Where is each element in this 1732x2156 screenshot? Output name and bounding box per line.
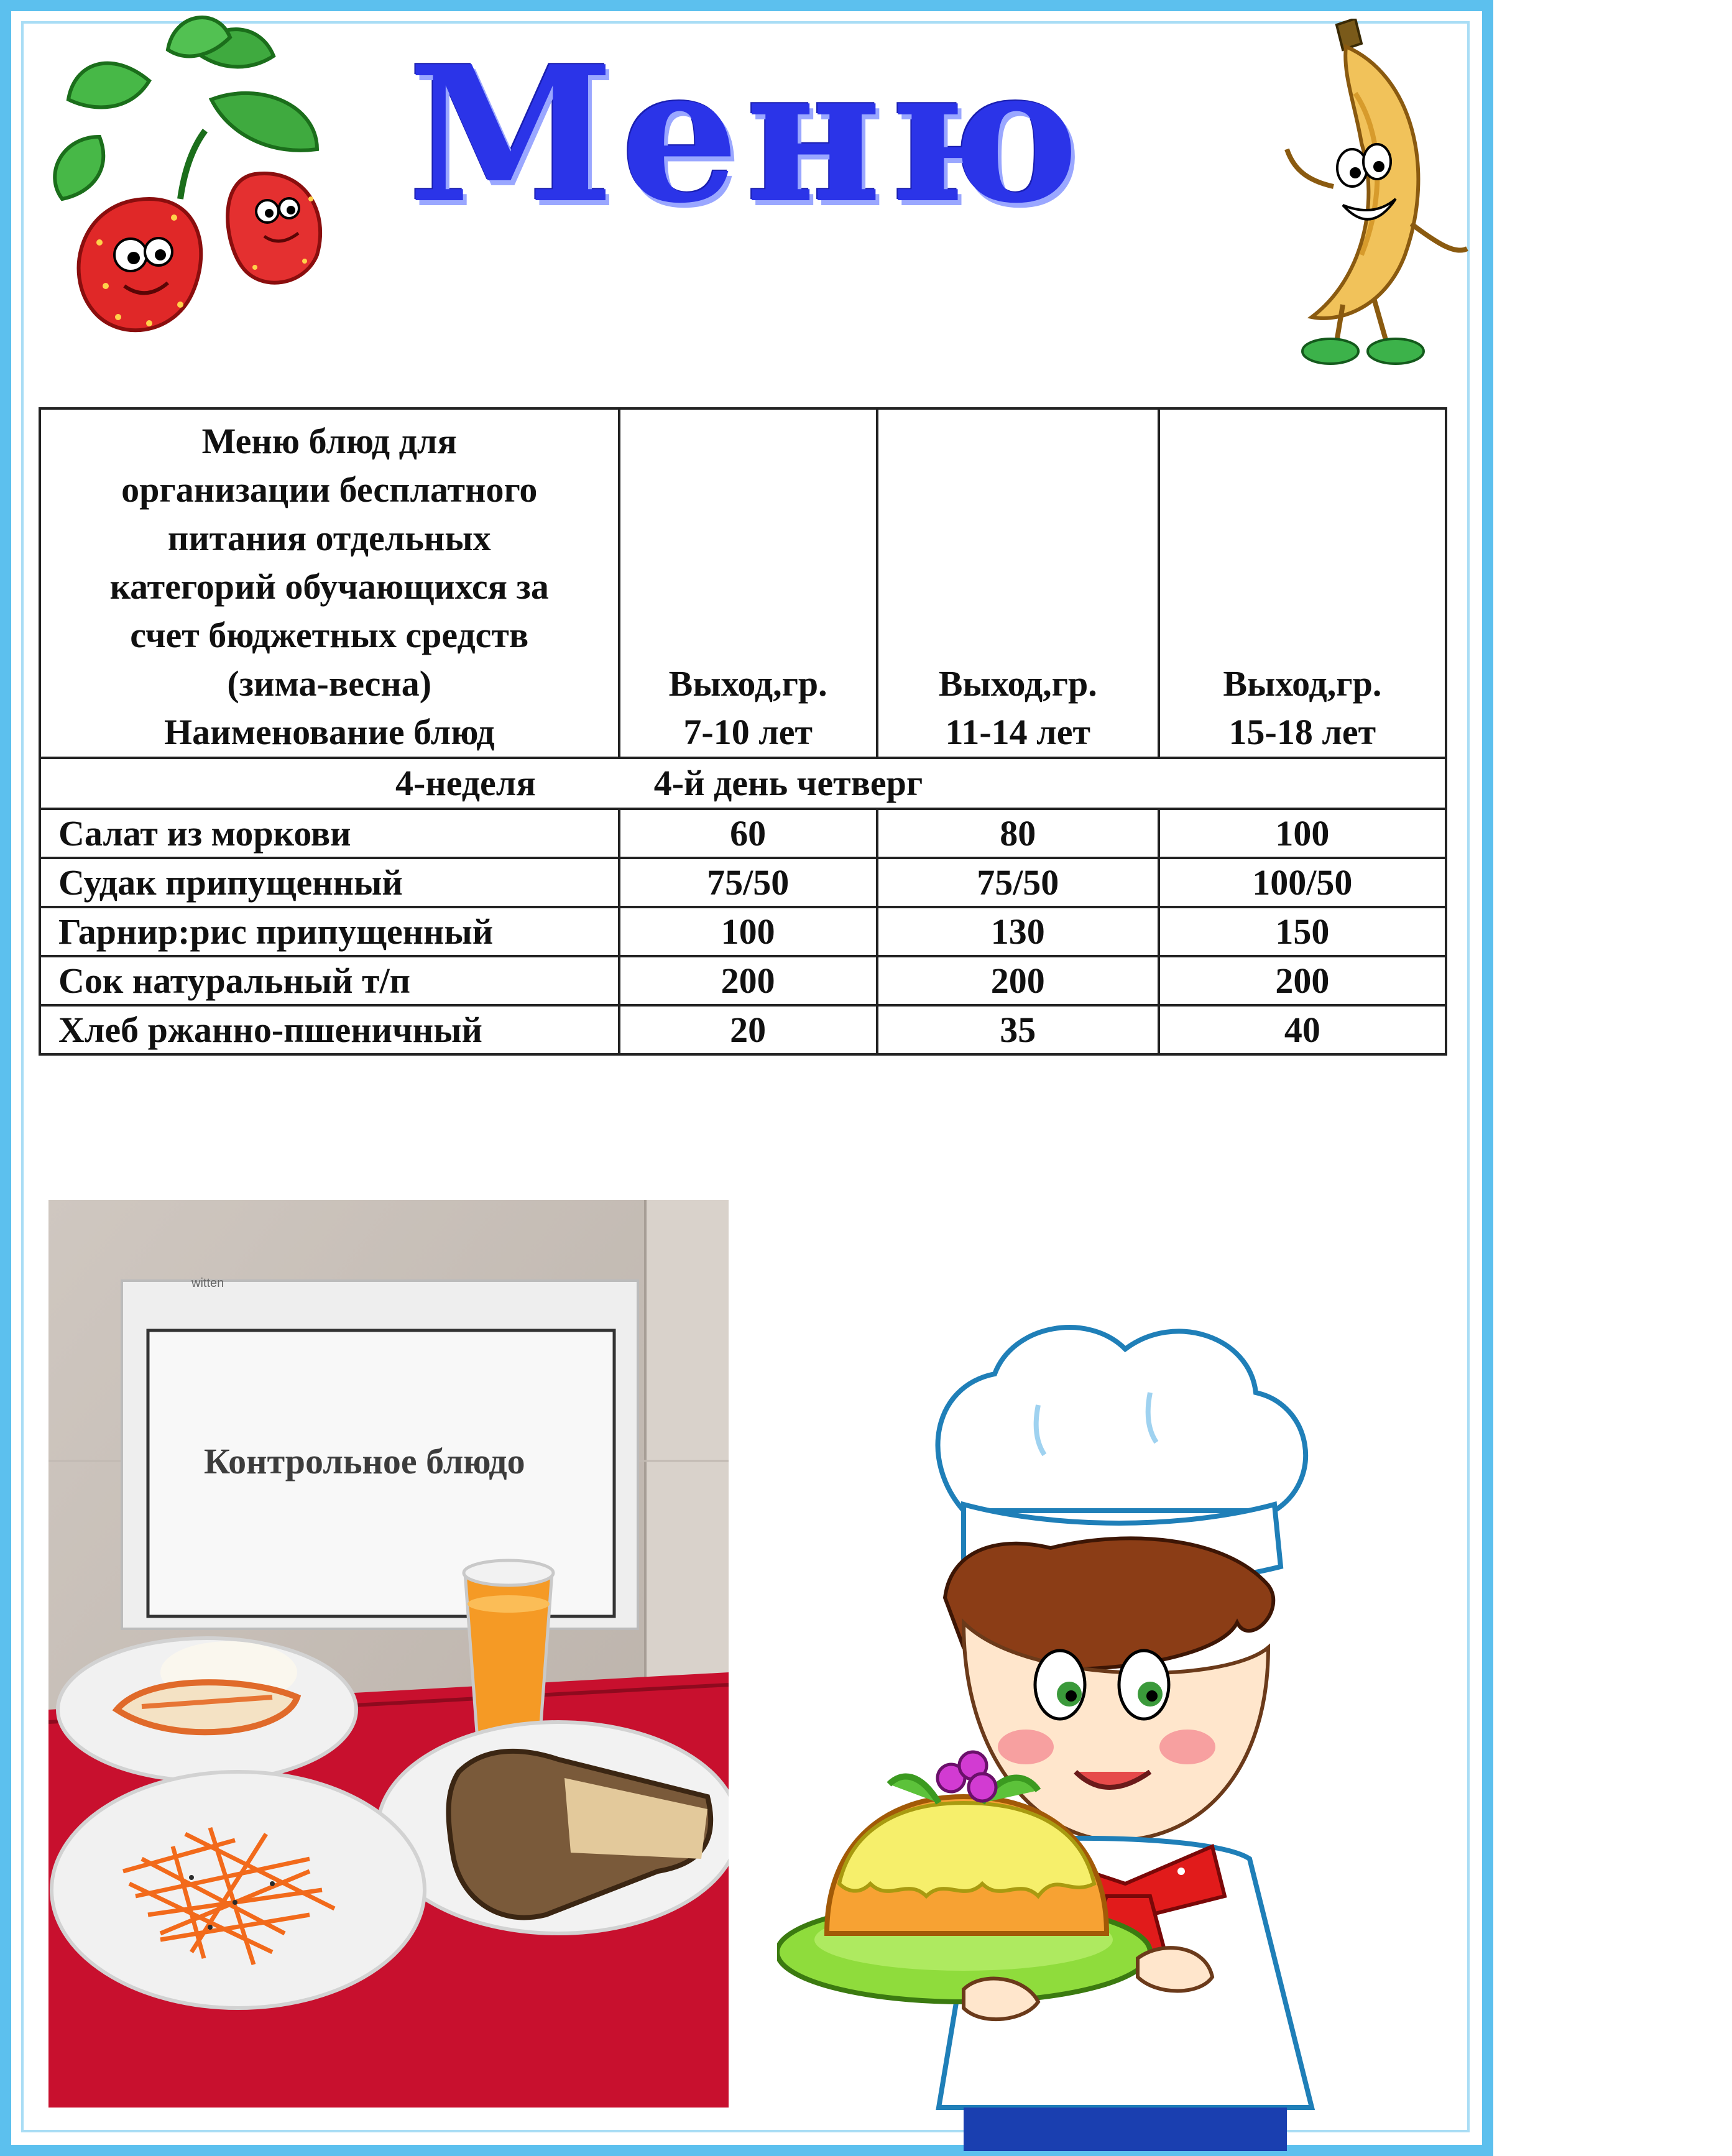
header-dish-name [40,408,619,758]
header-line: 7-10 лет [683,712,813,752]
dish-name: Хлеб ржанно-пшеничный [40,1005,619,1054]
portion-15-18: 100 [1159,809,1446,858]
portion-7-10: 75/50 [619,858,877,907]
table-header-row [40,408,1446,758]
table-row [40,809,1446,858]
sign-label: Контрольное блюдо [204,1441,525,1481]
portion-15-18: 40 [1159,1005,1446,1054]
portion-11-14: 200 [877,956,1159,1005]
portion-7-10: 200 [619,956,877,1005]
week-day-cell [40,758,1446,809]
table-row [40,858,1446,907]
portion-11-14: 130 [877,907,1159,956]
chef-boy-illustration [777,1299,1480,2151]
banana-illustration [1268,19,1480,379]
title-text: Меню [407,25,1086,244]
week-day-row [40,758,1446,809]
portion-7-10: 100 [619,907,877,956]
sign-sheet [122,1276,638,1629]
strawberry-small [228,173,320,283]
header-line: питания отдельных [167,518,491,558]
dish-name: Судак припущенный [40,858,619,907]
header-age-7-10 [619,408,877,758]
bread-plate [378,1722,729,1933]
header-line: категорий обучающихся за [109,566,549,607]
dish-name: Сок натуральный т/п [40,956,619,1005]
fish-rice-plate [58,1638,356,1781]
dish-name: Гарнир:рис припущенный [40,907,619,956]
header-line: Выход,гр. [1223,663,1382,704]
table-row [40,1005,1446,1054]
folder-brand: witten [191,1276,224,1290]
menu-table [39,407,1447,1056]
week-label: 4-неделя [395,763,536,803]
portion-11-14: 80 [877,809,1159,858]
control-meal-photo [48,1200,729,2108]
portion-7-10: 20 [619,1005,877,1054]
header-line: Выход,гр. [668,663,827,704]
header-line: счет бюджетных средств [130,615,529,655]
header-line: 15-18 лет [1228,712,1376,752]
portion-11-14: 75/50 [877,858,1159,907]
header-age-11-14 [877,408,1159,758]
portion-15-18: 200 [1159,956,1446,1005]
carrot-salad-plate [52,1772,425,2008]
header-line: 11-14 лет [945,712,1090,752]
photo-scene [48,1200,729,2108]
table-row [40,907,1446,956]
header-line: организации бесплатного [121,469,538,510]
header-line: (зима-весна) [227,663,432,704]
juice-glass [464,1560,553,1741]
header-age-15-18 [1159,408,1446,758]
dish-name: Салат из моркови [40,809,619,858]
header-line: Наименование блюд [164,712,495,752]
strawberry-big [79,199,201,330]
portion-15-18: 150 [1159,907,1446,956]
strawberries-illustration [25,12,373,348]
portion-7-10: 60 [619,809,877,858]
day-label: 4-й день четверг [653,763,923,803]
portion-15-18: 100/50 [1159,858,1446,907]
portion-11-14: 35 [877,1005,1159,1054]
header-line: Меню блюд для [201,421,457,461]
header-line: Выход,гр. [938,663,1097,704]
table-row [40,956,1446,1005]
